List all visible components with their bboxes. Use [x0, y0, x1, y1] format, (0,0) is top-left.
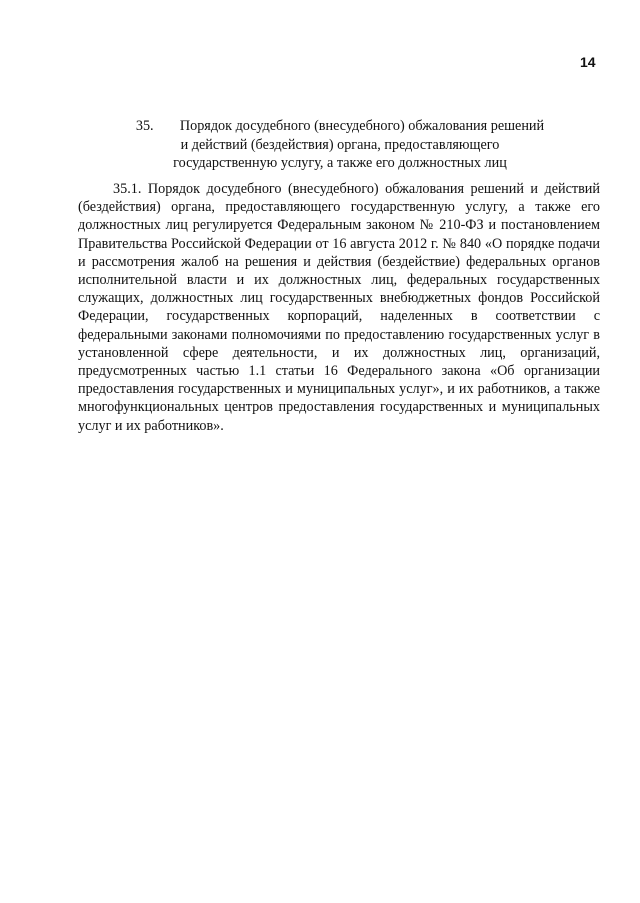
- paragraph-line: установленной сфере деятельности, и их должностных лиц, организаций,: [78, 344, 600, 361]
- paragraph-35-1: [78, 180, 600, 435]
- heading-line-2: и действий (бездействия) органа, предоставляющего: [180, 136, 500, 153]
- paragraph-line: (бездействия) органа, предоставляющего государственную услугу, а также его: [78, 199, 600, 216]
- paragraph-line: 35.1. Порядок досудебного (внесудебного) обжалования решений и действий: [113, 181, 600, 197]
- paragraph-line: предусмотренных частью 1.1 статьи 16 Федерального закона «Об организации: [78, 363, 600, 380]
- paragraph-line: Правительства Российской Федерации от 16 августа 2012 г. № 840 «О порядке подачи: [78, 235, 600, 252]
- paragraph-line: Федерации, государственных корпораций, наделенных в соответствии с: [78, 308, 600, 325]
- paragraph-line: многофункциональных центров предоставления государственных и муниципальных: [78, 399, 600, 416]
- paragraph-line: услуг и их работников».: [78, 417, 224, 434]
- heading-line-3: государственную услугу, а также его должностных лиц: [173, 155, 507, 171]
- paragraph-line: должностных лиц регулируется Федеральным законом № 210-ФЗ и постановлением: [78, 217, 600, 234]
- section-number: 35.: [135, 118, 154, 134]
- paragraph-line: федеральными законами полномочиями по предоставлению государственных услуг в: [78, 326, 600, 343]
- paragraph-line: предоставления государственных и муниципальных услуг», и их работников, а также: [78, 381, 600, 398]
- paragraph-line: и рассмотрения жалоб на решения и действия (бездействие) федеральных органов: [78, 253, 600, 270]
- section-heading: [100, 117, 580, 173]
- paragraph-line: служащих, должностных лиц государственных внебюджетных фондов Российской: [78, 290, 600, 307]
- paragraph-line: исполнительной власти и их должностных лиц, федеральных государственных: [78, 272, 600, 289]
- heading-line-1: 35. Порядок досудебного (внесудебного) обжалования решений: [135, 118, 545, 134]
- page-number: 14: [580, 54, 596, 70]
